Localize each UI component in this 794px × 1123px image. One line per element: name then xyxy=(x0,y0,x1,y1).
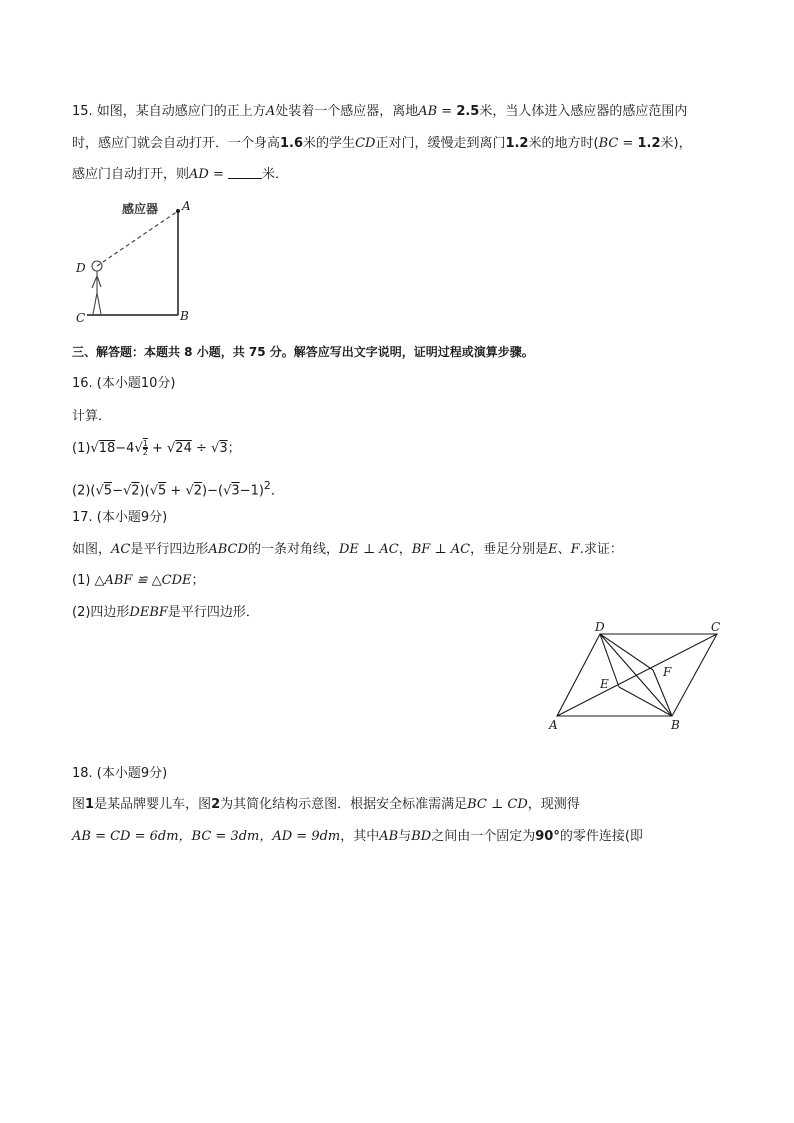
diagonal-AC xyxy=(557,634,717,716)
q17-point-A: A xyxy=(549,718,558,732)
diagonal-DB xyxy=(600,634,672,716)
q17-figure xyxy=(545,620,735,735)
q15-line-3: 感应门自动打开，则AD = 米． xyxy=(72,167,288,182)
q17-part-2: (2)四边形DEBF是平行四边形． xyxy=(72,605,259,620)
point-A-label: A xyxy=(182,199,191,213)
q16-part-2: $(2)(√5-√2)(√5 + √2)-(√3-1)^2$． xyxy=(72,479,284,499)
student-figure xyxy=(92,261,102,314)
q15-line-2: 时，感应门就会自动打开．一个身高1.6米的学生CD正对门，缓慢走到离门1.2米的地方时(BC = 1.2米)， xyxy=(72,136,692,151)
q17-point-C: C xyxy=(711,620,721,634)
q18-line-2: AB = CD = 6dm，BC = 3dm，AD = 9dm，其中AB与BD之间由一个固定为90°的零件连接(即 xyxy=(72,829,643,844)
sensor-ray xyxy=(97,211,178,266)
q18-line-1: 图1是某品牌婴儿车，图2为其简化结构示意图．根据安全标准需满足BC ⊥ CD，现测得 xyxy=(72,797,580,812)
q17-point-D: D xyxy=(595,620,605,634)
q17-point-F: F xyxy=(663,665,672,679)
q17-point-E: E xyxy=(600,677,609,691)
fraction-one-half: $\frac{1}{2}$ xyxy=(142,439,148,457)
answer-blank xyxy=(228,166,262,179)
q17-heading: 17. (本小题9分) xyxy=(72,510,168,525)
point-D-label: D xyxy=(76,261,86,275)
point-C-label: C xyxy=(76,311,86,325)
q15-line-1: 15. 如图，某自动感应门的正上方A处装着一个感应器，离地AB = 2.5米，当人体进入感应器的感应范围内 xyxy=(72,104,688,119)
q16-prompt: 计算． xyxy=(72,409,112,424)
section-3-title: 三、解答题：本题共 8 小题，共 75 分。解答应写出文字说明，证明过程或演算步骤。 xyxy=(72,345,534,359)
segment-EB xyxy=(619,687,672,716)
point-B-label: B xyxy=(180,309,189,323)
q16-heading: 16. (本小题10分) xyxy=(72,376,176,391)
q16-part-1: (1)√18−4√ $\frac{1}{2}$ + √24 ÷ √3； xyxy=(72,439,241,457)
q17-line-1: 如图，AC是平行四边形ABCD的一条对角线，DE ⊥ AC，BF ⊥ AC，垂足分别是E、F.求证： xyxy=(72,542,623,557)
q18-heading: 18. (本小题9分) xyxy=(72,766,168,781)
sensor-label: 感应器 xyxy=(122,202,159,216)
q17-point-B: B xyxy=(671,718,680,732)
q15-figure xyxy=(70,196,200,326)
q17-part-1: (1) △ABF ≌ △CDE； xyxy=(72,573,205,588)
